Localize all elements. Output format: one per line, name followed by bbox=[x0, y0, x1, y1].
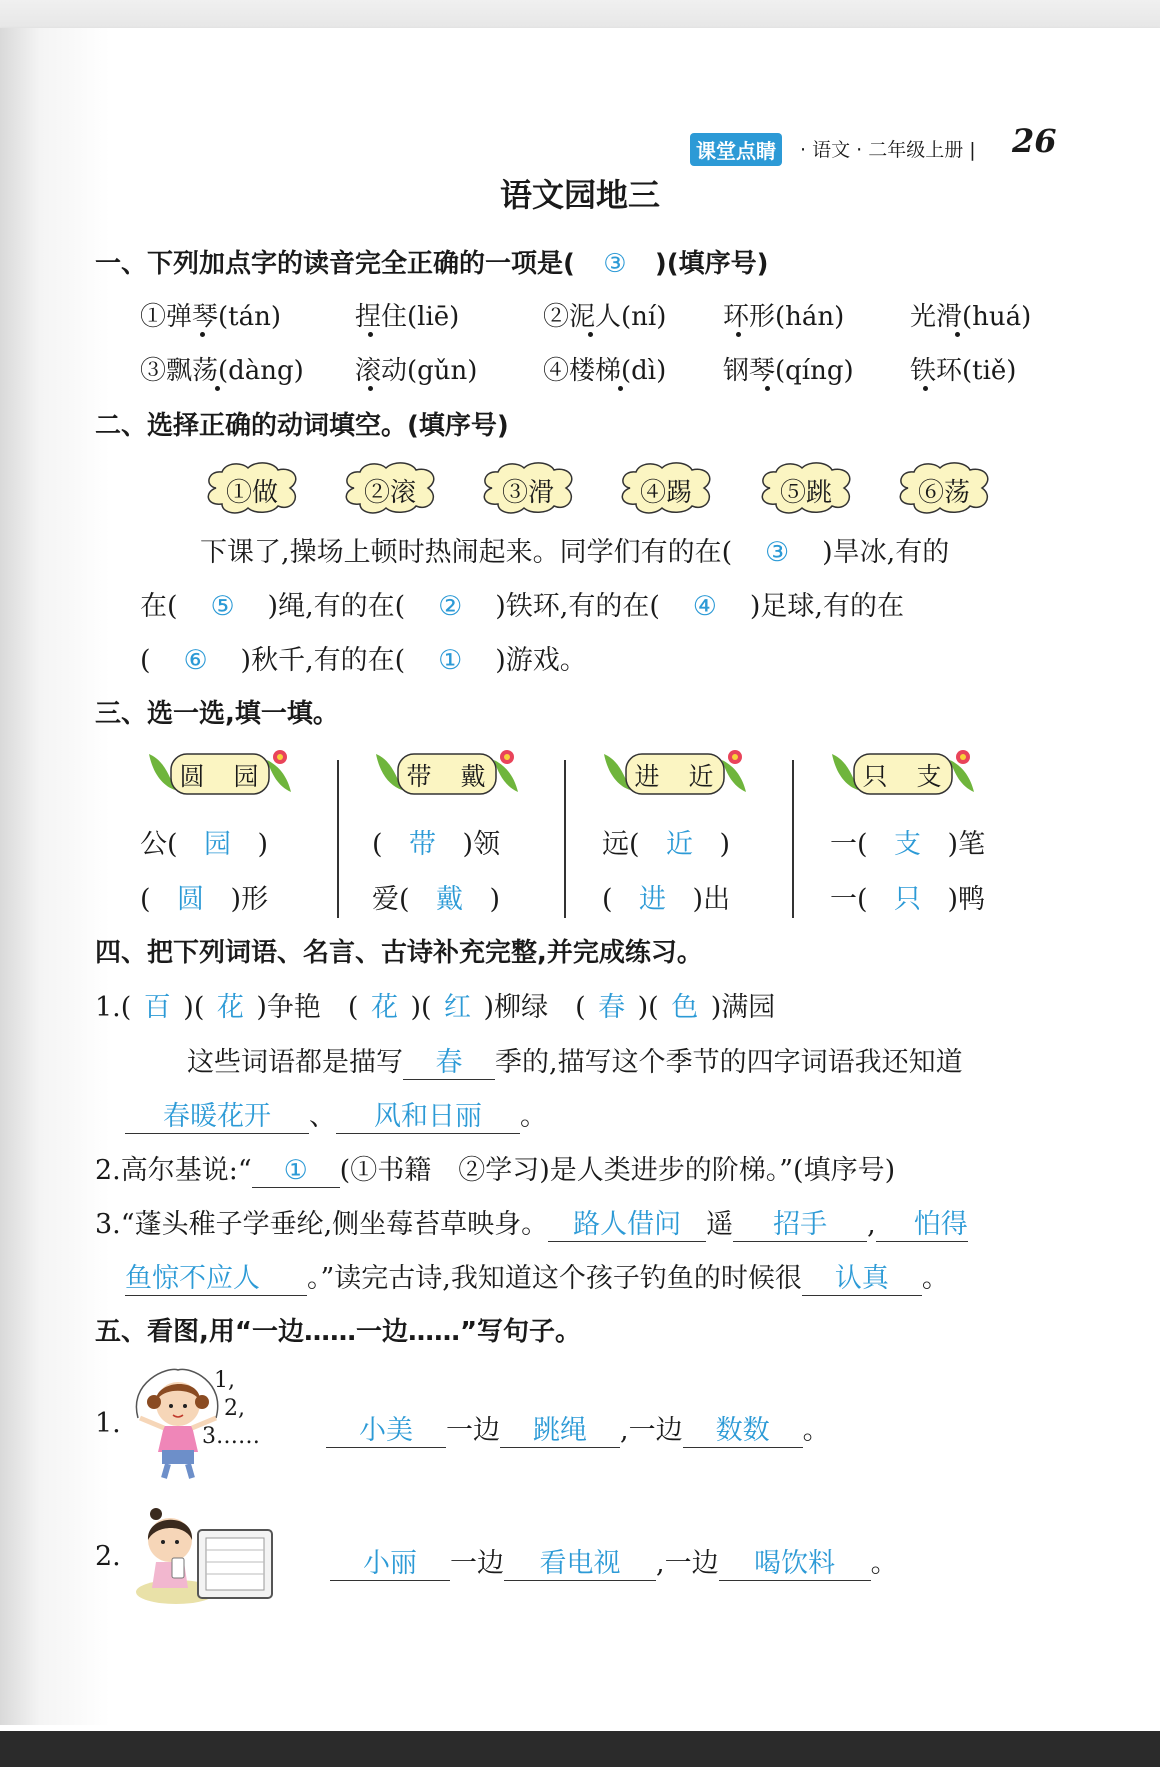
q2-line-2: 在( ⑤ )绳,有的在( ② )铁环,有的在( ④ )足球,有的在 bbox=[140, 591, 904, 622]
emphasis-dot bbox=[368, 386, 373, 391]
q1-option-1: ①弹琴(tán) bbox=[140, 302, 281, 332]
verb-option-label: ①做 bbox=[225, 478, 278, 508]
q4-item-1: 1.( 百 )( 花 )争艳 ( 花 )( 红 )柳绿 ( 春 )( 色 )满园 bbox=[95, 985, 775, 1024]
q2-answer: ⑥ bbox=[183, 645, 208, 676]
q5-item-number: 2. bbox=[95, 1541, 121, 1572]
q3-answer: 支 bbox=[894, 829, 922, 860]
q3-row: ( 圆 )形 bbox=[140, 877, 268, 916]
q3-answer: 近 bbox=[666, 829, 694, 860]
verb-option-cloud bbox=[756, 460, 856, 514]
q3-row: 爱( 戴 ) bbox=[372, 877, 500, 916]
q2-line-3: ( ⑥ )秋千,有的在( ① )游戏。 bbox=[140, 645, 587, 676]
q4-answer: 红 bbox=[444, 992, 472, 1023]
quote-answer: ① bbox=[252, 1155, 340, 1188]
q1-option-1b: 捏住(liē) bbox=[355, 302, 460, 332]
column-divider bbox=[792, 760, 794, 918]
q5-sentence-2: 小丽 一边 看电视 ,一边 喝饮料 。 bbox=[330, 1541, 898, 1581]
char-pair-label bbox=[145, 746, 295, 800]
q2-heading: 二、选择正确的动词填空。(填序号) bbox=[95, 411, 509, 441]
poem-answer: 认真 bbox=[802, 1263, 922, 1296]
column-divider bbox=[337, 760, 339, 918]
q4-item-2: 2.高尔基说:“ ① (①书籍 ②学习)是人类进步的阶梯。”(填序号) bbox=[95, 1148, 895, 1188]
q1-heading: 一、下列加点字的读音完全正确的一项是( ③ )(填序号) bbox=[95, 249, 769, 279]
q3-answer: 进 bbox=[639, 884, 667, 915]
verb-option-label: ④踢 bbox=[639, 478, 692, 508]
q4-heading: 四、把下列词语、名言、古诗补充完整,并完成练习。 bbox=[95, 938, 703, 968]
q1-answer: ③ bbox=[603, 249, 627, 279]
poem-answer: 鱼惊不应人 bbox=[125, 1263, 307, 1296]
q2-answer: ② bbox=[438, 591, 463, 622]
emphasis-dot bbox=[618, 386, 623, 391]
q3-row: 远( 近 ) bbox=[602, 822, 730, 861]
q1-option-3b: 滚动(gǔn) bbox=[355, 356, 478, 386]
season-answer: 春 bbox=[403, 1047, 495, 1080]
q3-row: 一( 支 )笔 bbox=[830, 822, 985, 861]
q5-heading: 五、看图,用“一边……一边……”写句子。 bbox=[95, 1317, 582, 1347]
q5-item-number: 1. bbox=[95, 1408, 121, 1439]
idiom-answer: 风和日丽 bbox=[336, 1101, 520, 1134]
q4-answer: 百 bbox=[143, 992, 171, 1023]
q1-option-2: ②泥人(ní) bbox=[543, 302, 667, 332]
sentence-answer: 数数 bbox=[683, 1415, 803, 1448]
q4-answer: 春 bbox=[598, 992, 626, 1023]
q1-option-4c: 铁环(tiě) bbox=[910, 356, 1017, 386]
count-label: 1, bbox=[214, 1368, 235, 1393]
char-pair-label bbox=[828, 746, 978, 800]
q3-answer: 圆 bbox=[177, 884, 205, 915]
q3-answer: 园 bbox=[204, 829, 232, 860]
q2-answer: ① bbox=[438, 645, 463, 676]
sentence-answer: 小丽 bbox=[330, 1548, 450, 1581]
brand-badge: 课堂点睛 bbox=[690, 133, 782, 166]
emphasis-dot bbox=[588, 332, 593, 337]
girl-jumping-rope-illustration bbox=[118, 1362, 258, 1484]
sentence-answer: 看电视 bbox=[504, 1548, 656, 1581]
sentence-answer: 跳绳 bbox=[500, 1415, 620, 1448]
emphasis-dot bbox=[215, 386, 220, 391]
page-lip bbox=[0, 1725, 1160, 1731]
verb-option-cloud bbox=[478, 460, 578, 514]
column-divider bbox=[564, 760, 566, 918]
poem-answer: 路人借问 bbox=[548, 1209, 706, 1242]
q4-item-3: 3.“蓬头稚子学垂纶,侧坐莓苔草映身。 路人借问 遥 招手 , 怕得 bbox=[95, 1202, 968, 1242]
char-pair-label bbox=[372, 746, 522, 800]
q1-option-2c: 光滑(huá) bbox=[910, 302, 1032, 332]
char-pair-label bbox=[600, 746, 750, 800]
subject-label: · 语文 · 二年级上册 | bbox=[800, 139, 976, 161]
q4-para-1: 这些词语都是描写 春 季的,描写这个季节的四字词语我还知道 bbox=[187, 1040, 963, 1080]
q1-option-3: ③飘荡(dàng) bbox=[140, 356, 304, 386]
girl-watching-tv-illustration bbox=[128, 1500, 278, 1608]
q4-answer: 色 bbox=[671, 992, 699, 1023]
q3-row: ( 带 )领 bbox=[372, 822, 500, 861]
q4-answer: 花 bbox=[370, 992, 398, 1023]
q3-row: 一( 只 )鸭 bbox=[830, 877, 985, 916]
verb-option-cloud bbox=[340, 460, 440, 514]
verb-option-label: ②滚 bbox=[363, 478, 416, 508]
bottom-edge bbox=[0, 1725, 1160, 1767]
verb-option-cloud bbox=[202, 460, 302, 514]
q3-row: 公( 园 ) bbox=[140, 822, 268, 861]
verb-option-label: ⑤跳 bbox=[779, 478, 832, 508]
verb-option-label: ⑥荡 bbox=[917, 478, 970, 508]
verb-option-cloud bbox=[894, 460, 994, 514]
q3-row: ( 进 )出 bbox=[602, 877, 730, 916]
q2-answer: ⑤ bbox=[210, 591, 235, 622]
emphasis-dot bbox=[923, 386, 928, 391]
emphasis-dot bbox=[368, 332, 373, 337]
emphasis-dot bbox=[765, 386, 770, 391]
sentence-answer: 喝饮料 bbox=[719, 1548, 871, 1581]
q2-answer: ③ bbox=[765, 537, 790, 568]
q4-answer: 花 bbox=[216, 992, 244, 1023]
emphasis-dot bbox=[200, 332, 205, 337]
char-pair-text: 圆 园 bbox=[179, 762, 261, 791]
char-pair-text: 进 近 bbox=[634, 762, 716, 791]
q4-item-3-cont: 鱼惊不应人 。”读完古诗,我知道这个孩子钓鱼的时候很 认真 。 bbox=[125, 1256, 949, 1296]
q1-option-4b: 钢琴(qíng) bbox=[723, 356, 854, 386]
emphasis-dot bbox=[736, 332, 741, 337]
q3-answer: 只 bbox=[894, 884, 922, 915]
q5-sentence-1: 小美 一边 跳绳 ,一边 数数 。 bbox=[326, 1408, 830, 1448]
verb-option-label: ③滑 bbox=[501, 478, 554, 508]
page-number: 26 bbox=[1012, 122, 1057, 160]
count-label: 3…… bbox=[202, 1424, 260, 1449]
q1-option-2b: 环形(hán) bbox=[723, 302, 845, 332]
char-pair-text: 带 戴 bbox=[406, 762, 488, 791]
verb-option-cloud bbox=[616, 460, 716, 514]
sentence-answer: 小美 bbox=[326, 1415, 446, 1448]
count-label: 2, bbox=[224, 1396, 245, 1421]
q4-para-2: 春暖花开 、 风和日丽 。 bbox=[125, 1094, 547, 1134]
q3-heading: 三、选一选,填一填。 bbox=[95, 699, 339, 729]
q3-answer: 戴 bbox=[436, 884, 464, 915]
emphasis-dot bbox=[955, 332, 960, 337]
q2-answer: ④ bbox=[692, 591, 717, 622]
q1-option-4: ④楼梯(dì) bbox=[543, 356, 667, 386]
idiom-answer: 春暖花开 bbox=[125, 1101, 309, 1134]
poem-answer: 招手 bbox=[733, 1209, 867, 1242]
poem-answer: 怕得 bbox=[876, 1209, 968, 1242]
char-pair-text: 只 支 bbox=[862, 762, 944, 791]
top-margin bbox=[0, 0, 1160, 30]
q2-line-1: 下课了,操场上顿时热闹起来。同学们有的在( ③ )旱冰,有的 bbox=[200, 537, 950, 568]
q3-answer: 带 bbox=[409, 829, 437, 860]
page-title: 语文园地三 bbox=[499, 176, 660, 214]
